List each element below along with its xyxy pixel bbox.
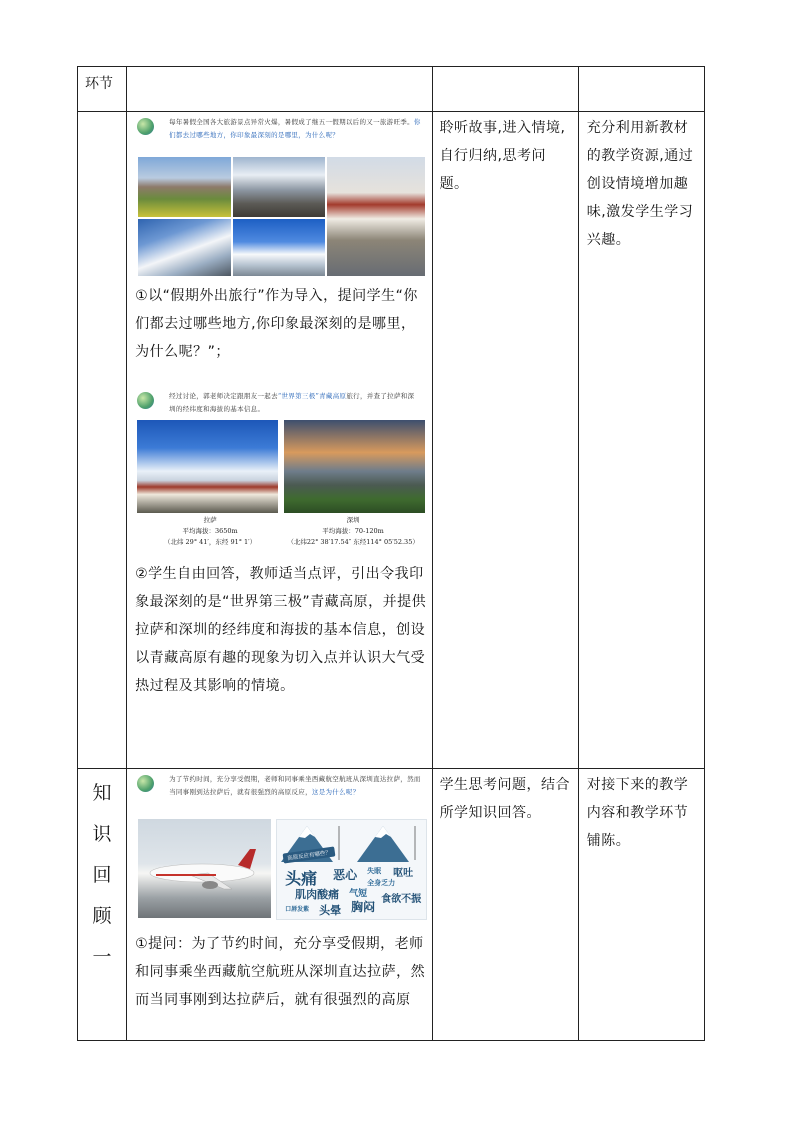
phase-char: 顾 xyxy=(92,905,112,927)
header-cell-4 xyxy=(578,67,704,112)
shenzhen-photo xyxy=(284,420,425,513)
symptom-word: 肌肉酸痛 xyxy=(295,888,340,901)
blue-sky-mountain-photo xyxy=(233,219,325,276)
shenzhen-altitude: 平均海拔：70-120m xyxy=(322,527,384,535)
intro-paragraph-2: ②学生自由回答，教师适当点评，引出令我印象最深刻的是“世界第三极”青藏高原，并提供拉萨和深圳的经纬度和海拔的基本信息，创设以青藏高原有趣的现象为切入点并认识大气受热过程及其影响的情境。 xyxy=(135,566,427,694)
lhasa-name: 拉萨 xyxy=(203,516,217,524)
travel-slide-caption: 每年暑假全国各大旅游景点异常火爆，暑假成了继五一假期以后的又一旅游旺季。你们都去过哪些地方，你印象最深刻的是哪里，为什么呢？ xyxy=(169,118,421,139)
grassland-mountain-photo xyxy=(138,157,231,217)
globe-icon xyxy=(137,392,154,409)
symptom-word: 食欲不振 xyxy=(381,894,422,905)
shenzhen-coords: （北纬22° 38′17.54″ 东经114° 05′52.35） xyxy=(287,538,419,546)
airplane-photo xyxy=(138,819,271,918)
shenzhen-info xyxy=(278,515,428,548)
altitude-sickness-caption: 为了节约时间，充分享受假期，老师和同事乘坐西藏航空航班从深圳直达拉萨，然而当同事刚到达拉萨后，就有很强烈的高原反应，这是为什么呢？ xyxy=(169,775,421,796)
globe-icon xyxy=(137,775,154,792)
symptom-word: 失眠 xyxy=(367,867,382,875)
altitude-sickness-slide xyxy=(135,771,425,918)
intro-row xyxy=(78,112,705,769)
potala-palace-photo xyxy=(327,157,425,276)
intro-design-intent: 充分利用新教材的教学资源,通过创设情境增加趣味,激发学生学习兴趣。 xyxy=(586,120,694,248)
symptom-word: 全身乏力 xyxy=(367,879,396,887)
intro-paragraph-1: ①以“假期外出旅行”作为导入，提问学生“你们都去过哪些地方,你印象最深刻的是哪里，为什么呢？”； xyxy=(135,288,418,360)
snow-peak-photo xyxy=(138,219,231,276)
review-phase-cell xyxy=(78,769,127,1041)
review-row xyxy=(78,769,705,1041)
review-phase-label xyxy=(78,769,126,978)
symptom-word: 恶心 xyxy=(333,868,358,882)
phase-char: 一 xyxy=(92,946,112,968)
symptom-word-cloud xyxy=(281,864,423,918)
review-content-cell xyxy=(127,769,432,1041)
city-compare-slide xyxy=(135,388,425,550)
phase-char: 知 xyxy=(92,782,112,804)
header-cell-2 xyxy=(127,67,432,112)
symptom-word: 头晕 xyxy=(319,904,342,917)
intro-student-cell xyxy=(432,112,578,769)
phase-header-label: 环节 xyxy=(85,76,113,92)
review-design-intent: 对接下来的教学内容和教学环节铺陈。 xyxy=(586,777,689,849)
altitude-sickness-graphic xyxy=(276,819,427,920)
lesson-plan-table xyxy=(77,66,705,1041)
lhasa-coords: （北纬 29° 41′，东经 91° 1′） xyxy=(163,538,257,546)
globe-icon xyxy=(137,118,154,135)
intro-content-cell xyxy=(127,112,432,769)
review-student-cell xyxy=(432,769,578,1041)
phase-char: 回 xyxy=(92,864,112,886)
lhasa-info xyxy=(135,515,285,548)
review-paragraph-1: ①提问：为了节约时间，充分享受假期，老师和同事乘坐西藏航空航班从深圳直达拉萨，然而当同事刚到达拉萨后，就有很强烈的高原 xyxy=(135,936,426,1008)
intro-phase-cell xyxy=(78,112,127,769)
lhasa-altitude: 平均海拔：3650m xyxy=(182,527,238,535)
snow-valley-photo xyxy=(233,157,325,217)
altitude-sickness-banner: 高原反应有哪些？ xyxy=(283,846,336,863)
phase-header-cell xyxy=(78,67,127,112)
symptom-word: 气短 xyxy=(349,889,368,899)
symptom-word: 呕吐 xyxy=(393,868,414,879)
city-compare-caption: 经过讨论，郭老师决定跟朋友一起去“世界第三极”青藏高原旅行，并查了拉萨和深圳的经纬度和海拔的基本信息。 xyxy=(169,392,415,413)
shenzhen-name: 深圳 xyxy=(346,516,360,524)
symptom-word: 口唇发紫 xyxy=(285,906,310,913)
symptom-word: 胸闷 xyxy=(351,900,376,914)
phase-char: 识 xyxy=(92,823,112,845)
header-cell-3 xyxy=(432,67,578,112)
travel-slide xyxy=(135,114,425,276)
lhasa-photo xyxy=(137,420,278,513)
airplane-icon xyxy=(138,819,271,918)
intro-student-activity: 聆听故事,进入情境,自行归纳,思考问题。 xyxy=(439,120,566,192)
header-row xyxy=(78,67,705,112)
review-student-activity: 学生思考问题，结合所学知识回答。 xyxy=(439,777,571,821)
symptom-word: 头痛 xyxy=(285,869,318,888)
intro-intent-cell xyxy=(578,112,704,769)
review-intent-cell xyxy=(578,769,704,1041)
